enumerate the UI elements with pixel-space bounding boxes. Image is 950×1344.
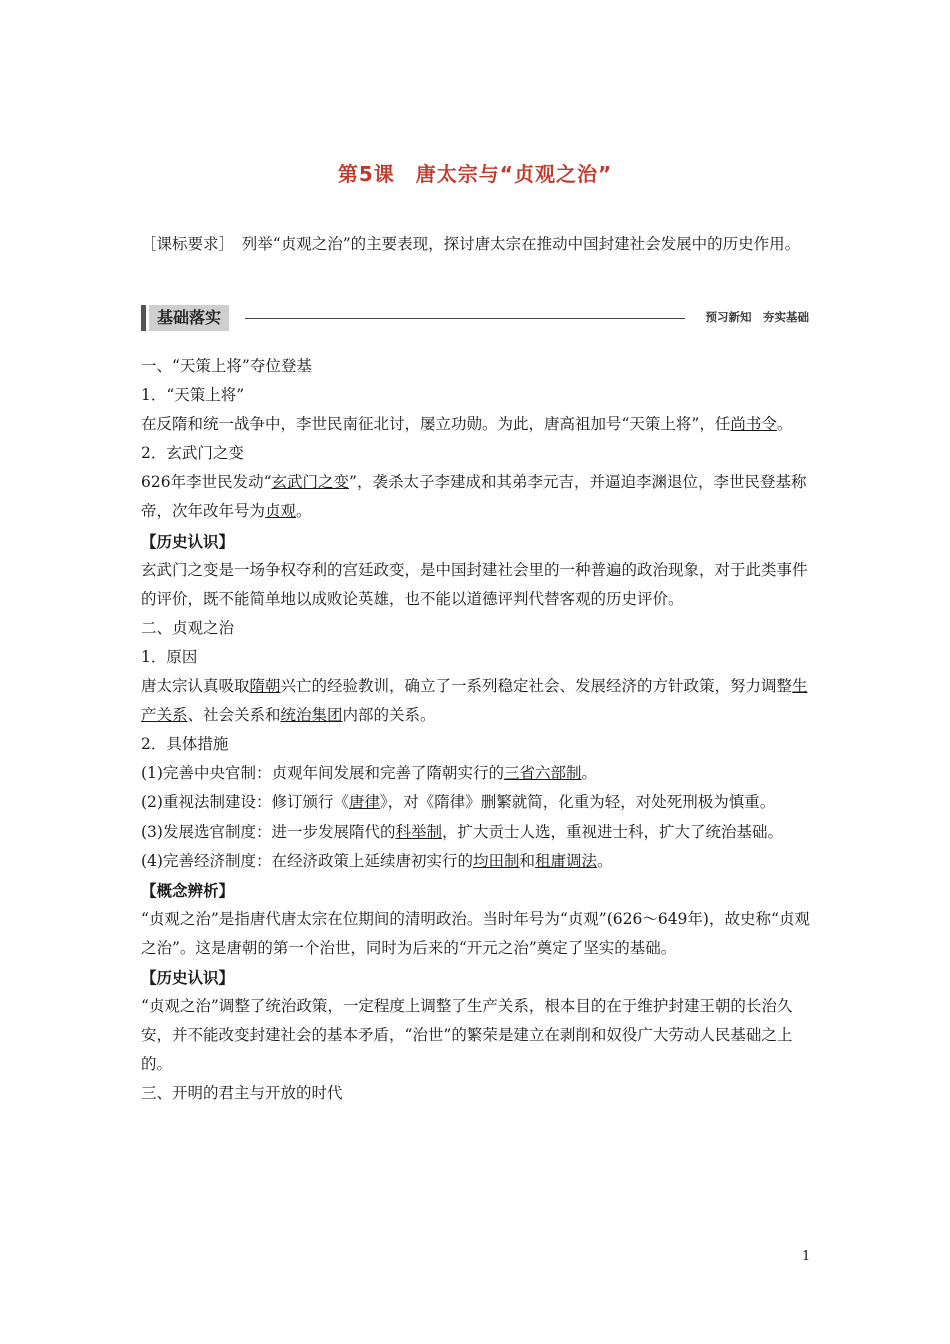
measure-item: (3)发展选官制度：进一步发展隋代的科举制，扩大贡士人选，重视进士科，扩大了统治基础。 <box>141 822 783 841</box>
banner-subtitle: 预习新知 夯实基础 <box>705 310 809 324</box>
banner-divider <box>245 318 685 319</box>
underlined-term: 科举制 <box>395 822 442 841</box>
subheading: 1．原因 <box>141 647 198 666</box>
underlined-term: 贞观 <box>265 502 297 521</box>
banner-tag: 基础落实 <box>149 305 229 331</box>
subheading: 2．具体措施 <box>141 735 229 754</box>
note-paragraph: “贞观之治”调整了统治政策，一定程度上调整了生产关系，根本目的在于维护封建王朝的长治久安，并不能改变封建社会的基本矛盾，“治世”的繁荣是建立在剥削和奴役广大劳动人民基础之上的。 <box>141 997 793 1074</box>
subheading: 1．“天策上将” <box>141 386 245 405</box>
underlined-term: 玄武门之变 <box>271 473 350 492</box>
underlined-term: 隋朝 <box>249 677 281 696</box>
underlined-term: 均田制 <box>472 851 520 870</box>
concept-label: 【概念辨析】 <box>141 880 235 900</box>
lesson-title: 第5课 唐太宗与“贞观之治” <box>337 162 613 186</box>
subheading: 2．玄武门之变 <box>141 444 244 463</box>
banner-bar <box>141 305 146 331</box>
note-label: 【历史认识】 <box>141 967 235 987</box>
underlined-term: 三省六部制 <box>503 764 582 783</box>
concept-paragraph: “贞观之治”是指唐代唐太宗在位期间的清明政治。当时年号为“贞观”(626～649年)，故史称“贞观之治”。这是唐朝的第一个治世，同时为后来的“开元之治”奠定了坚实的基础。 <box>141 909 810 957</box>
paragraph: 唐太宗认真吸取隋朝兴亡的经验教训，确立了一系列稳定社会、发展经济的方针政策，努力调整生产关系、社会关系和统治集团内部的关系。 <box>141 677 808 725</box>
underlined-term: 唐律 <box>348 793 380 812</box>
paragraph: 626年李世民发动“玄武门之变”，袭杀太子李建成和其弟李元吉，并逼迫李渊退位，李世民登基称帝，次年改年号为贞观。 <box>141 473 807 521</box>
requirement-text: 列举“贞观之治”的主要表现，探讨唐太宗在推动中国封建社会发展中的历史作用。 <box>226 235 801 253</box>
requirement-label: ［课标要求］ <box>141 235 227 253</box>
section-banner <box>141 305 813 331</box>
content-body <box>141 352 813 1108</box>
measure-item: (4)完善经济制度：在经济政策上延续唐初实行的均田制和租庸调法。 <box>141 851 613 870</box>
measure-item: (2)重视法制建设：修订颁行《唐律》，对《隋律》删繁就简，化重为轻，对处死刑极为慎重。 <box>141 793 776 812</box>
note-paragraph: 玄武门之变是一场争权夺利的宫廷政变，是中国封建社会里的一种普遍的政治现象，对于此类事件的评价，既不能简单地以成败论英雄，也不能以道德评判代替客观的历史评价。 <box>141 560 808 608</box>
underlined-term: 生产关系 <box>141 677 808 725</box>
section-heading: 三、开明的君主与开放的时代 <box>141 1084 343 1103</box>
underlined-term: 尚书令 <box>730 415 777 434</box>
section-heading: 一、“天策上将”夺位登基 <box>141 357 312 375</box>
curriculum-requirement <box>141 230 813 259</box>
measure-item: (1)完善中央官制：贞观年间发展和完善了隋朝实行的三省六部制。 <box>141 764 597 783</box>
paragraph: 在反隋和统一战争中，李世民南征北讨，屡立功勋。为此，唐高祖加号“天策上将”，任尚书令。 <box>141 415 793 434</box>
section-heading: 二、贞观之治 <box>141 618 235 637</box>
underlined-term: 租庸调法 <box>535 851 598 870</box>
underlined-term: 统治集团 <box>280 706 343 725</box>
note-label: 【历史认识】 <box>141 531 235 551</box>
page-number: 1 <box>802 1249 811 1264</box>
